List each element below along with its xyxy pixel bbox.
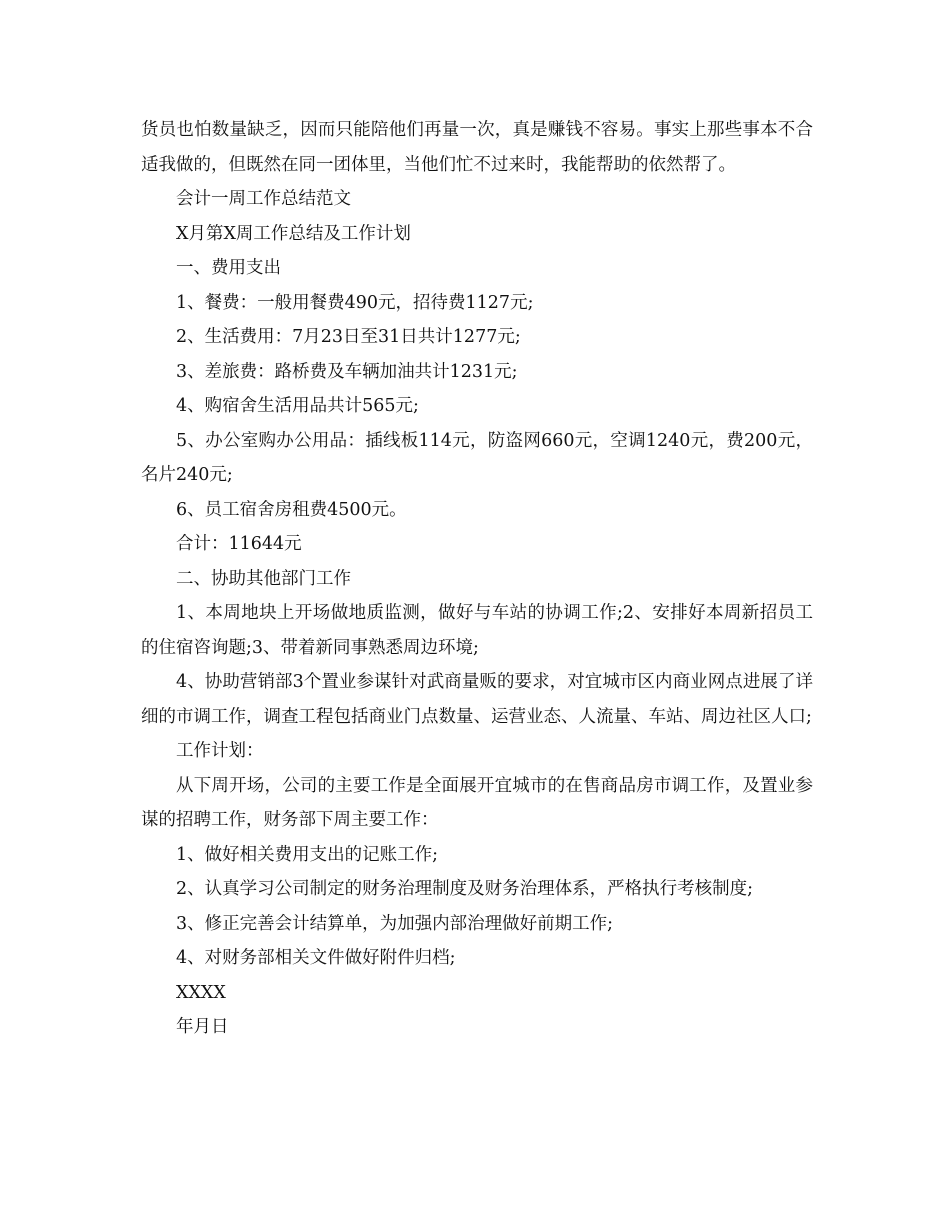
paragraph: 4、购宿舍生活用品共计565元; bbox=[176, 396, 419, 416]
paragraph: 1、本周地块上开场做地质监测，做好与车站的协调工作;2、安排好本周新招员工的住宿咨询题;3、带着新同事熟悉周边环境; bbox=[141, 603, 813, 658]
paragraph: 合计：11644元 bbox=[176, 534, 302, 554]
paragraph: X月第X周工作总结及工作计划 bbox=[176, 223, 411, 244]
paragraph: 货员也怕数量缺乏，因而只能陪他们再量一次，真是赚钱不容易。事实上那些事本不合适我做的，但既然在同一团体里，当他们忙不过来时，我能帮助的依然帮了。 bbox=[141, 120, 813, 175]
paragraph: 一、费用支出 bbox=[176, 258, 281, 278]
paragraph: 4、对财务部相关文件做好附件归档; bbox=[176, 948, 456, 968]
paragraph: 1、做好相关费用支出的记账工作; bbox=[176, 844, 439, 865]
paragraph: 二、协助其他部门工作 bbox=[176, 568, 351, 589]
paragraph: 5、办公室购办公用品：插线板114元，防盗网660元，空调1240元，费200元，名片240元; bbox=[141, 430, 813, 485]
paragraph: 4、协助营销部3个置业参谋针对武商量贩的要求，对宜城市区内商业网点进展了详细的市调工作，调查工程包括商业门点数量、运营业态、人流量、车站、周边社区人口; bbox=[141, 672, 813, 727]
paragraph: 年月日 bbox=[176, 1017, 229, 1037]
paragraph: 会计一周工作总结范文 bbox=[176, 189, 351, 209]
paragraph: 工作计划： bbox=[176, 741, 264, 761]
paragraph: 从下周开场，公司的主要工作是全面展开宜城市的在售商品房市调工作，及置业参谋的招聘工作，财务部下周主要工作： bbox=[141, 775, 813, 830]
paragraph: 2、生活费用：7月23日至31日共计1277元; bbox=[176, 327, 521, 347]
paragraph: 1、餐费：一般用餐费490元，招待费1127元; bbox=[176, 292, 534, 313]
paragraph: 6、员工宿舍房租费4500元。 bbox=[176, 499, 407, 520]
paragraph: 2、认真学习公司制定的财务治理制度及财务治理体系，严格执行考核制度; bbox=[176, 879, 754, 899]
document-body bbox=[141, 113, 813, 1045]
paragraph: 3、修正完善会计结算单，为加强内部治理做好前期工作; bbox=[176, 913, 614, 934]
paragraph: 3、差旅费：路桥费及车辆加油共计1231元; bbox=[176, 361, 518, 382]
paragraph: XXXX bbox=[176, 982, 226, 1003]
